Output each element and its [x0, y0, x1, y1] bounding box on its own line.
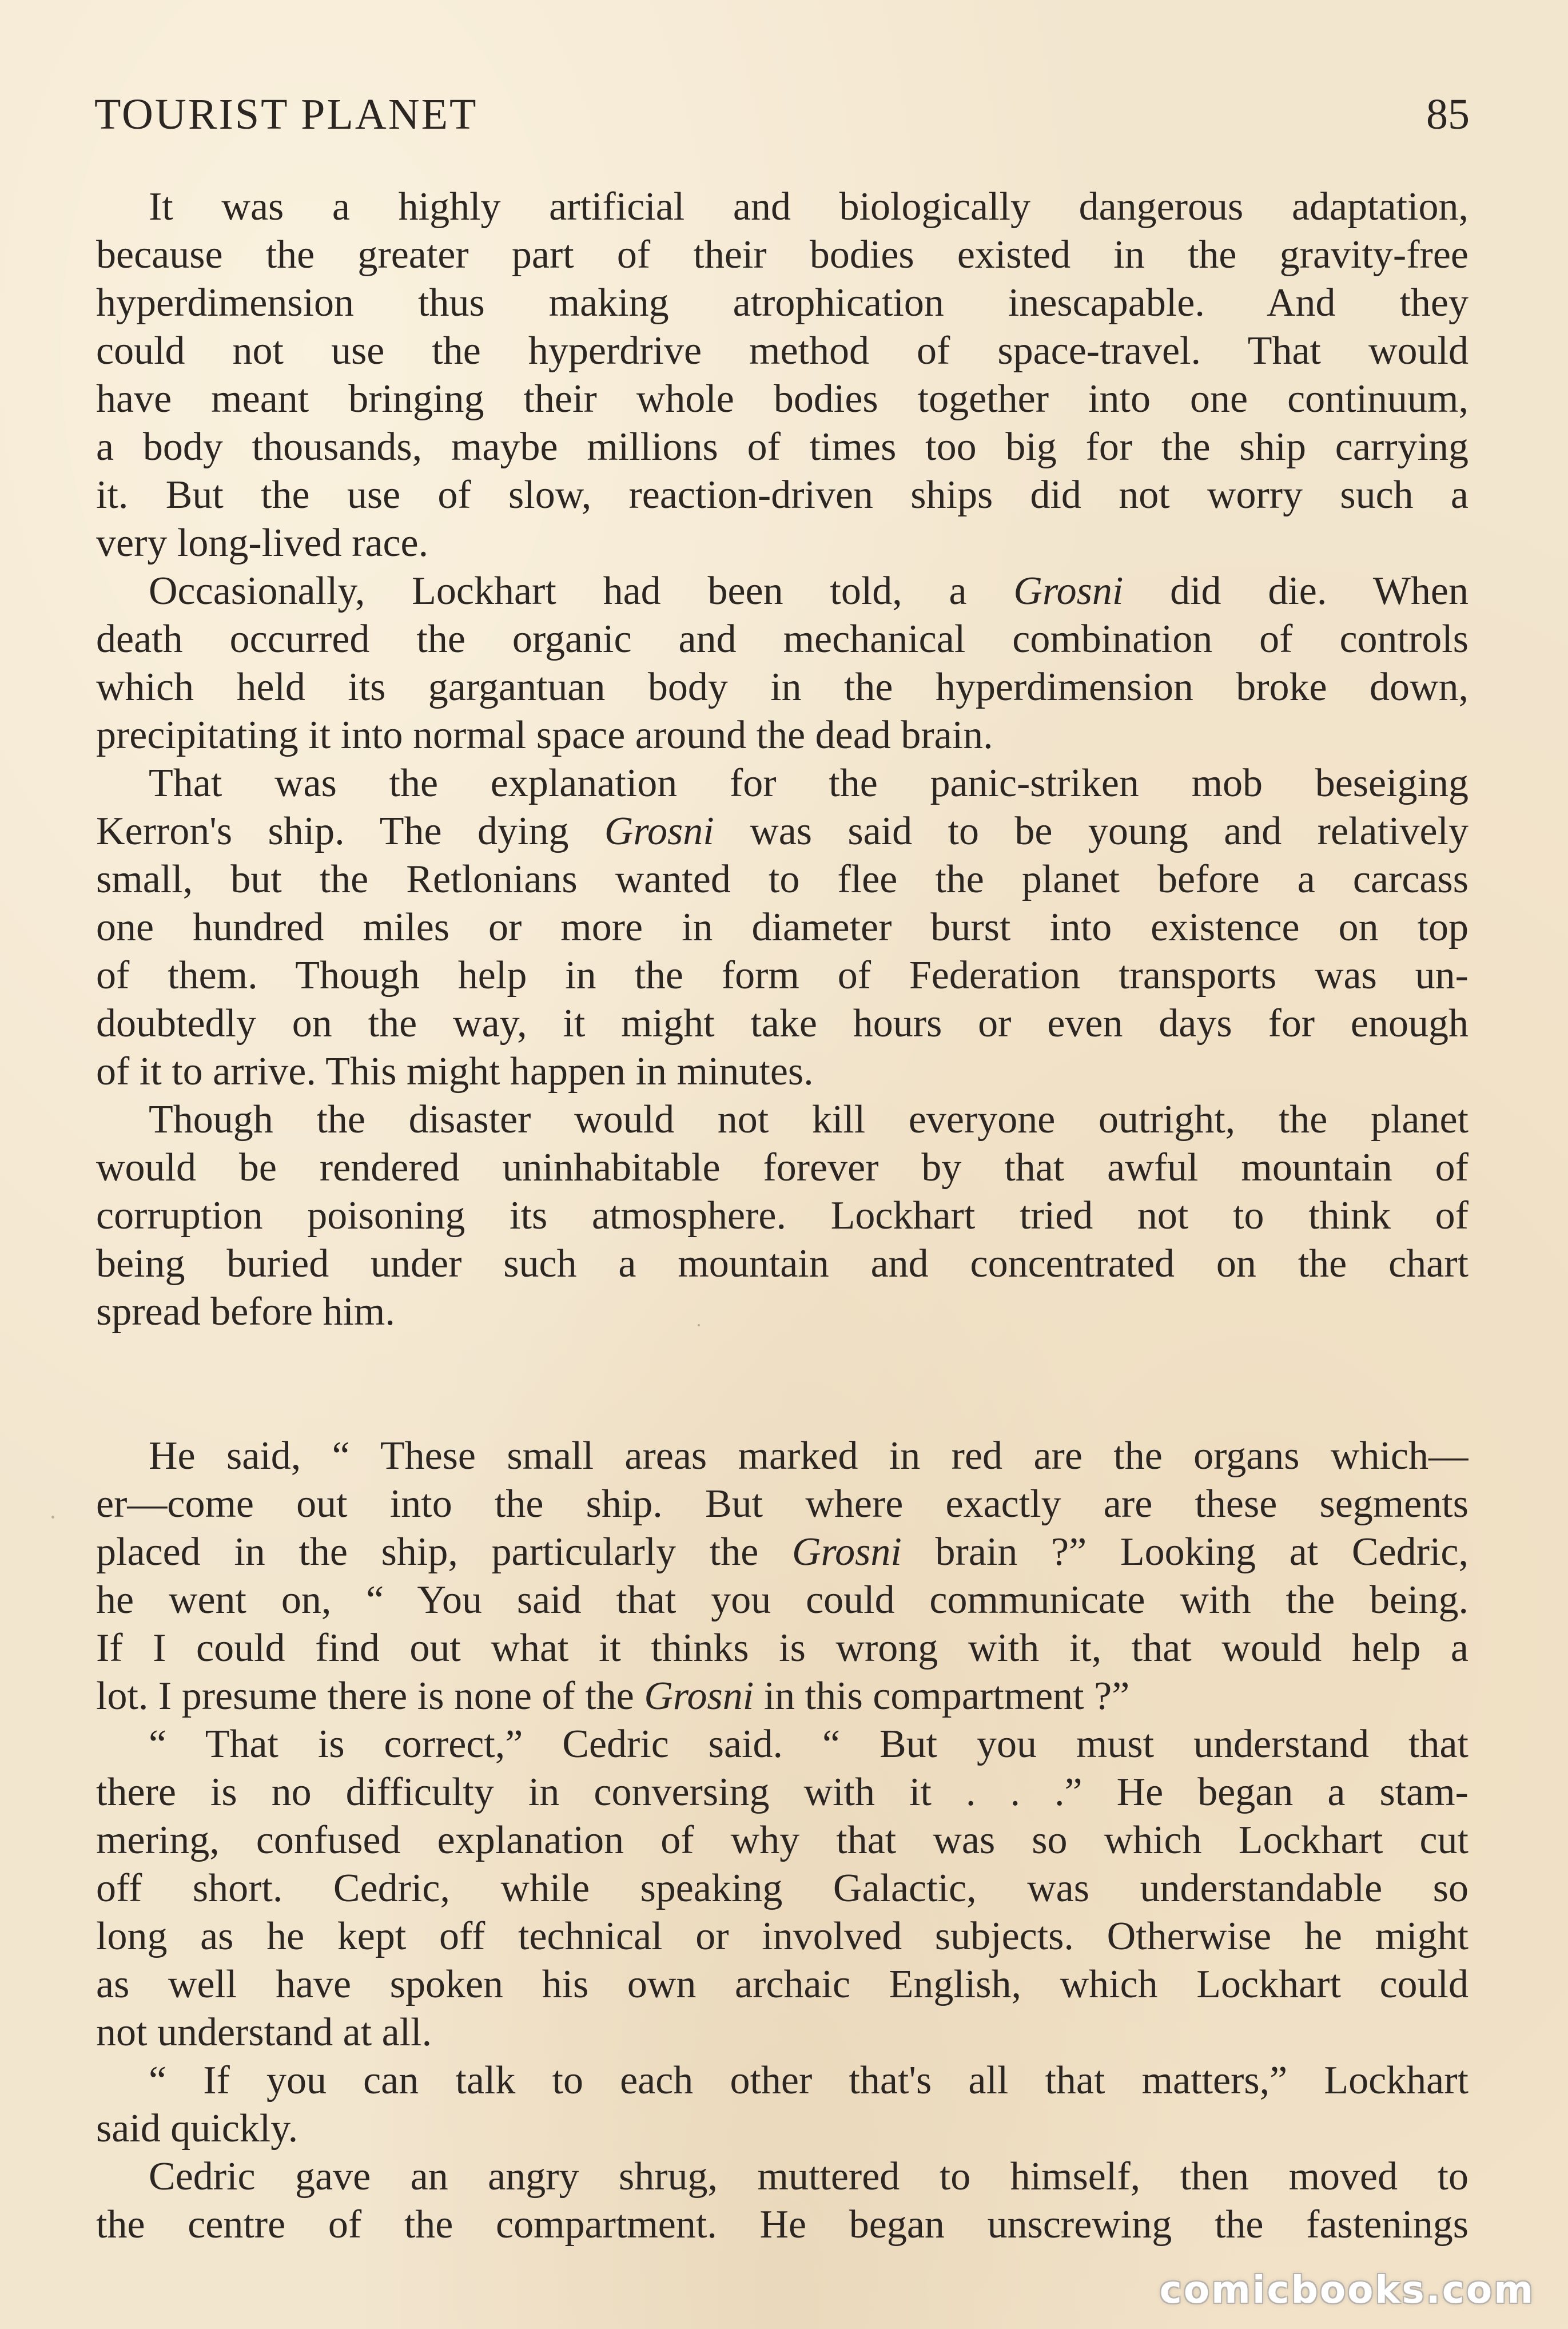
text-line: being buried under such a mountain and concentrated on the chart: [96, 1242, 1468, 1286]
text-line: placed in the ship, particularly the Grosni brain ?” Looking at Cedric,: [96, 1530, 1468, 1574]
paragraph: [96, 1720, 1468, 2057]
paragraph: [96, 2057, 1468, 2153]
text-line: would be rendered uninhabitable forever by that awful mountain of: [96, 1146, 1468, 1190]
section-break: [96, 1336, 1468, 1432]
text-line: He said, “ These small areas marked in red are the organs which—: [149, 1434, 1468, 1478]
text-line: off short. Cedric, while speaking Galactic, was understandable so: [96, 1866, 1468, 1910]
paper-speck: [1061, 2231, 1064, 2233]
text-line: have meant bringing their whole bodies together into one continuum,: [96, 377, 1468, 421]
watermark: comicbooks.com: [1159, 2268, 1535, 2312]
text-line: It was a highly artificial and biologically dangerous adaptation,: [149, 185, 1468, 229]
text-line: it. But the use of slow, reaction-driven ships did not worry such a: [96, 473, 1468, 517]
italic-word: Grosni: [1013, 569, 1124, 613]
paragraph: [96, 2153, 1468, 2249]
paper-speck: [51, 1516, 54, 1519]
text-line: not understand at all.: [96, 2010, 432, 2054]
text-line: the centre of the compartment. He began unscrewing the fastenings: [96, 2203, 1468, 2247]
text-line: a body thousands, maybe millions of times too big for the ship carrying: [96, 425, 1468, 469]
text-line: “ That is correct,” Cedric said. “ But you must understand that: [149, 1722, 1468, 1766]
text-line: precipitating it into normal space around the dead brain.: [96, 713, 993, 757]
paragraph: [96, 1096, 1468, 1336]
text-line: mering, confused explanation of why that was so which Lockhart cut: [96, 1818, 1468, 1862]
italic-word: Grosni: [604, 809, 714, 853]
text-line: That was the explanation for the panic-striken mob beseiging: [149, 761, 1468, 805]
text-line: of them. Though help in the form of Federation transports was un-: [96, 953, 1468, 997]
text-line: lot. I presume there is none of the Grosni in this compartment ?”: [96, 1674, 1130, 1718]
text-line: could not use the hyperdrive method of space-travel. That would: [96, 329, 1468, 373]
text-line: corruption poisoning its atmosphere. Lockhart tried not to think of: [96, 1194, 1468, 1238]
text-line: small, but the Retlonians wanted to flee the planet before a carcass: [96, 857, 1468, 901]
text-line: there is no difficulty in conversing with it . . .” He began a stam-: [96, 1770, 1468, 1814]
text-line: because the greater part of their bodies existed in the gravity-free: [96, 233, 1468, 277]
text-line: Kerron's ship. The dying Grosni was said to be young and relatively: [96, 809, 1468, 853]
paper-speck: [698, 1324, 700, 1326]
running-title: TOURIST PLANET: [94, 90, 478, 138]
page-number: 85: [1426, 90, 1470, 138]
text-line: long as he kept off technical or involved subjects. Otherwise he might: [96, 1914, 1468, 1958]
text-line: said quickly.: [96, 2107, 299, 2151]
text-line: of it to arrive. This might happen in minutes.: [96, 1050, 814, 1094]
text-line: very long-lived race.: [96, 521, 429, 565]
paper-speck: [578, 744, 581, 747]
text-line: as well have spoken his own archaic English, which Lockhart could: [96, 1962, 1468, 2006]
italic-word: Grosni: [791, 1530, 902, 1574]
text-line: which held its gargantuan body in the hyperdimension broke down,: [96, 665, 1468, 709]
text-line: er—come out into the ship. But where exactly are these segments: [96, 1482, 1468, 1526]
text-line: death occurred the organic and mechanical combination of controls: [96, 617, 1468, 661]
text-line: Though the disaster would not kill everyone outright, the planet: [149, 1098, 1468, 1142]
text-line: he went on, “ You said that you could communicate with the being.: [96, 1578, 1468, 1622]
text-line: If I could find out what it thinks is wrong with it, that would help a: [96, 1626, 1468, 1670]
running-head: [94, 86, 1470, 143]
text-line: Cedric gave an angry shrug, muttered to himself, then moved to: [149, 2155, 1468, 2199]
body-text: [96, 183, 1468, 2249]
paragraph: [96, 760, 1468, 1096]
text-line: spread before him.: [96, 1290, 395, 1334]
paragraph: [96, 183, 1468, 567]
italic-word: Grosni: [644, 1674, 754, 1718]
paragraph: [96, 567, 1468, 760]
text-line: “ If you can talk to each other that's all that matters,” Lockhart: [149, 2058, 1468, 2103]
text-line: one hundred miles or more in diameter burst into existence on top: [96, 905, 1468, 949]
text-line: hyperdimension thus making atrophication inescapable. And they: [96, 281, 1468, 325]
paragraph: [96, 1432, 1468, 1720]
text-line: doubtedly on the way, it might take hours or even days for enough: [96, 1001, 1468, 1046]
text-line: Occasionally, Lockhart had been told, a Grosni did die. When: [149, 569, 1468, 613]
